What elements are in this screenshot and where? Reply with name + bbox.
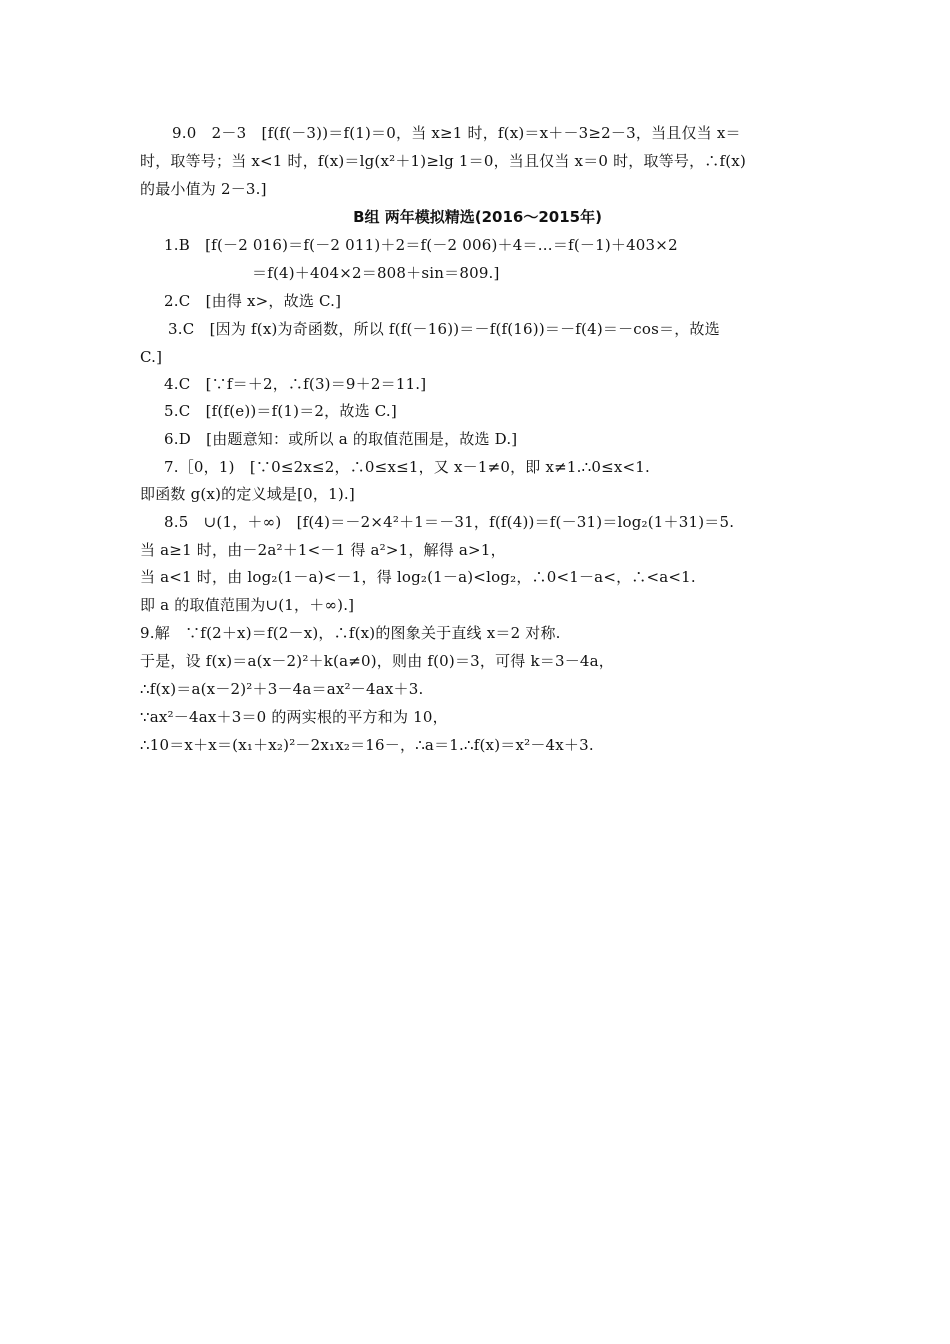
answer-b2: 2.C [由得 x>，故选 C.] (164, 292, 342, 310)
answer-b1-line-2: ＝f(4)＋404×2＝808＋sin＝809.] (252, 264, 500, 282)
answer-b8-line-3: 当 a<1 时，由 log₂(1－a)<－1，得 log₂(1－a)<log₂，∴0<1－a<，∴<a<1. (140, 568, 696, 586)
answer-b4: 4.C [∵f＝＋2，∴f(3)＝9＋2＝11.] (164, 375, 427, 393)
answer-b3-line-1: 3.C [因为 f(x)为奇函数，所以 f(f(－16))＝－f(f(16))＝－f(4)＝－cos＝，故选 (168, 320, 720, 338)
section-b-heading: B组 两年模拟精选(2016～2015年) (353, 208, 602, 226)
answer-b7-line-1: 7.［0，1) [∵0≤2x≤2，∴0≤x≤1，又 x－1≠0，即 x≠1.∴0≤x<1. (164, 458, 650, 476)
answer-b8-line-1: 8.5 ∪(1，＋∞) [f(4)＝－2×4²＋1＝－31，f(f(4))＝f(－31)＝log₂(1＋31)＝5. (164, 513, 735, 531)
answer-b5: 5.C [f(f(e))＝f(1)＝2，故选 C.] (164, 402, 397, 420)
answer-b9-line-5: ∴10＝x＋x＝(x₁＋x₂)²－2x₁x₂＝16－，∴a＝1.∴f(x)＝x²－4x＋3. (140, 736, 594, 754)
answer-b1-line-1: 1.B [f(－2 016)＝f(－2 011)＋2＝f(－2 006)＋4＝…＝f(－1)＋403×2 (164, 236, 678, 254)
answer-b9-line-3: ∴f(x)＝a(x－2)²＋3－4a＝ax²－4ax＋3. (140, 680, 424, 698)
answer-b6: 6.D [由题意知：或所以 a 的取值范围是，故选 D.] (164, 430, 518, 448)
answer-b9-line-2: 于是，设 f(x)＝a(x－2)²＋k(a≠0)，则由 f(0)＝3，可得 k＝3－4a， (140, 652, 614, 670)
answer-b8-line-2: 当 a≥1 时，由－2a²＋1<－1 得 a²>1，解得 a>1， (140, 541, 506, 559)
answer-b7-line-2: 即函数 g(x)的定义域是[0，1).] (140, 485, 355, 503)
answer-9-line-1: 9.0 2－3 [f(f(－3))＝f(1)＝0，当 x≥1 时，f(x)＝x＋－3≥2－3，当且仅当 x＝ (172, 124, 741, 142)
answer-b3-line-2: C.] (140, 348, 163, 366)
answer-9-line-2: 时，取等号；当 x<1 时，f(x)＝lg(x²＋1)≥lg 1＝0，当且仅当 x＝0 时，取等号，∴f(x) (140, 152, 747, 170)
answer-b8-line-4: 即 a 的取值范围为∪(1，＋∞).] (140, 596, 355, 614)
answer-b9-line-1: 9.解 ∵f(2＋x)＝f(2－x)，∴f(x)的图象关于直线 x＝2 对称. (140, 624, 561, 642)
answer-9-line-3: 的最小值为 2－3.] (140, 180, 267, 198)
answer-b9-line-4: ∵ax²－4ax＋3＝0 的两实根的平方和为 10， (140, 708, 448, 726)
